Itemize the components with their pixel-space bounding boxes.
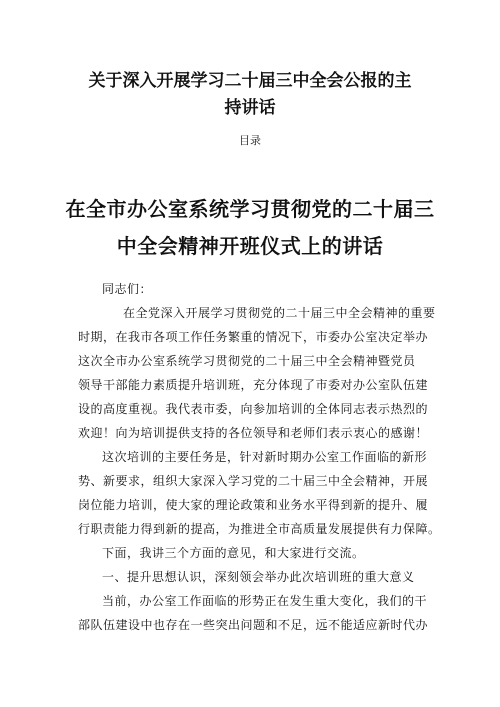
body-line: 领导干部能力素质提升培训班，充分体现了市委对办公室队伍建 [78,378,429,392]
body-line: 部队伍建设中也存在一些突出问题和不足，远不能适应新时代办 [78,618,429,632]
body-line: 下面，我讲三个方面的意见，和大家进行交流。 [102,546,365,560]
table-of-contents-label: 目录 [239,134,261,147]
section-heading: 一、提升思想认识，深刻领会举办此次培训班的重大意义 [102,570,415,584]
body-line: 岗位能力培训，使大家的理论政策和业务水平得到新的提升、履 [78,498,429,512]
body-line: 在全党深入开展学习贯彻党的二十届三中全会精神的重要 [123,306,436,320]
body-line: 欢迎！向为培训提供支持的各位领导和老师们表示衷心的感谢！ [78,426,429,440]
document-title-line-2: 持讲话 [224,98,276,118]
document-title-line-1: 关于深入开展学习二十届三中全会公报的主 [88,71,412,91]
body-line: 时期，在我市各项工作任务繁重的情况下，市委办公室决定举办 [78,330,429,344]
body-line: 当前，办公室工作面临的形势正在发生重大变化，我们的干 [102,594,428,608]
body-line: 行职责能力得到新的提高，为推进全市高质量发展提供有力保障。 [78,522,441,536]
body-line: 这次全市办公室系统学习贯彻党的二十届三中全会精神暨党员 [78,354,416,368]
salutation: 同志们： [102,282,153,296]
speech-title-line-1: 在全市办公室系统学习贯彻党的二十届三 [65,197,435,221]
body-line: 势、新要求，组织大家深入学习党的二十届三中全会精神，开展 [78,474,429,488]
body-line: 这次培训的主要任务是，针对新时期办公室工作面临的新形 [102,450,428,464]
speech-title-line-2: 中全会精神开班仪式上的讲话 [116,234,384,258]
body-line: 设的高度重视。我代表市委，向参加培训的全体同志表示热烈的 [78,402,429,416]
